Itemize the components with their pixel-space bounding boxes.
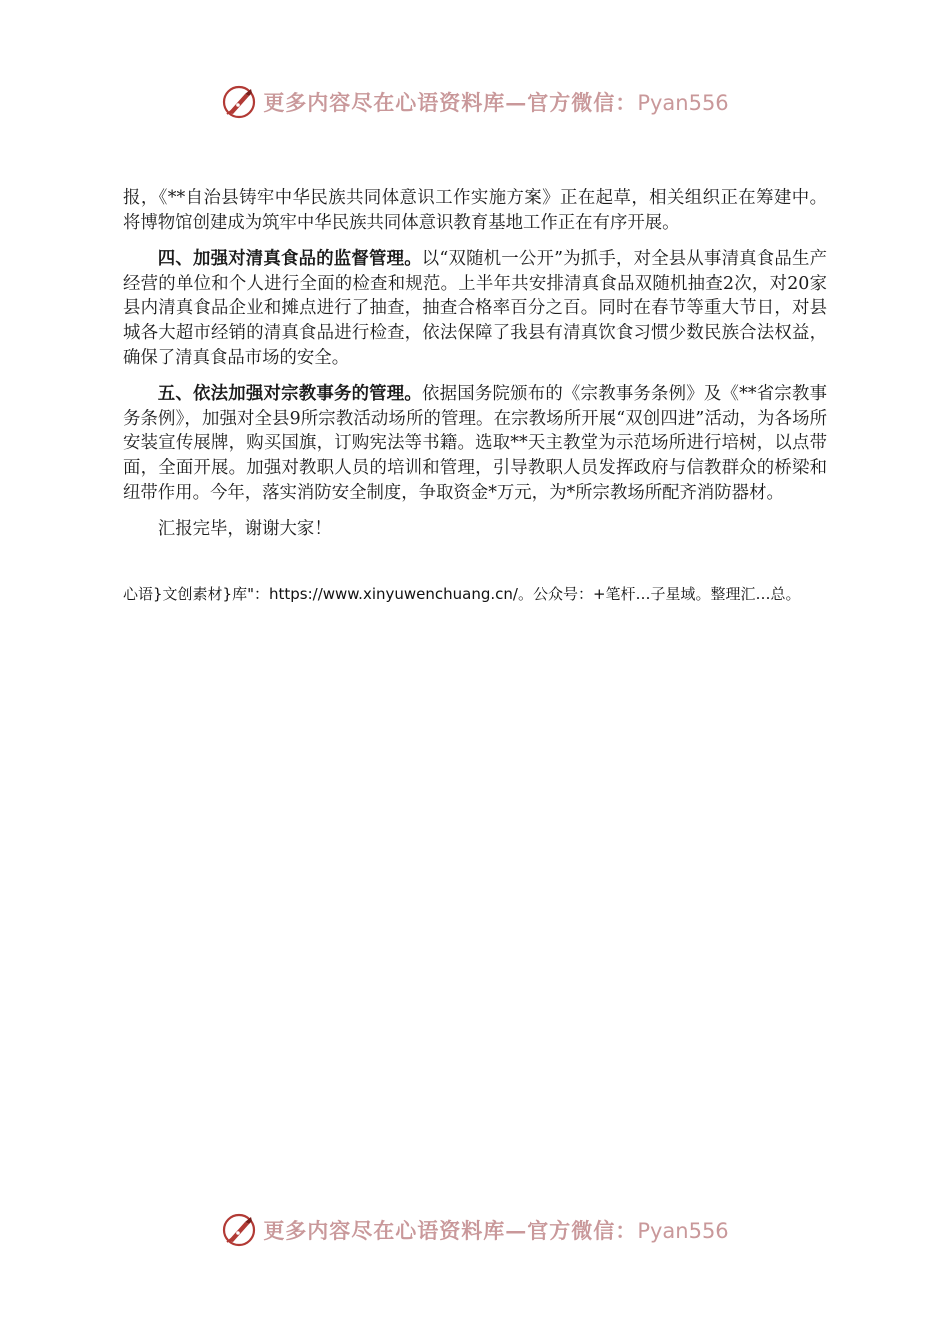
document-body xyxy=(123,186,827,554)
paragraph-religious-affairs xyxy=(123,382,827,505)
section-heading-halal-food: 四、加强对清真食品的监督管理。 xyxy=(157,249,422,270)
pen-nib-logo-icon xyxy=(221,1212,257,1248)
footer-banner-text: 更多内容尽在心语资料库—官方微信：Pyan556 xyxy=(263,1218,729,1243)
header-banner-text: 更多内容尽在心语资料库—官方微信：Pyan556 xyxy=(263,90,729,115)
section-heading-religious-affairs: 五、依法加强对宗教事务的管理。 xyxy=(157,384,423,405)
pen-nib-logo-icon xyxy=(221,84,257,120)
closing-remark: 汇报完毕，谢谢大家！ xyxy=(157,519,332,540)
header-banner-id: Pyan556 xyxy=(637,91,729,115)
header-watermark-banner xyxy=(0,80,950,124)
section-text-religious-affairs: 依据国务院颁布的《宗教事务条例》及《**省宗教事务条例》，加强对全县9所宗教活动场所的管理。在宗教场所开展“双创四进”活动，为各场所安装宣传展牌，购买国旗，订购宪法等书籍。选取**天主教堂为示范场所进行培树，以点带面，全面开展。加强对教职人员的培训和管理，引导教职人员发挥政府与信教群众的桥梁和纽带作用。今年，落实消防安全制度，争取资金*万元，为*所宗教场所配齐消防器材。 xyxy=(123,384,827,503)
footer-watermark-banner xyxy=(0,1208,950,1252)
paragraph-halal-food xyxy=(123,247,827,370)
footer-banner-id: Pyan556 xyxy=(637,1219,729,1243)
paragraph-continuation: 报，《**自治县铸牢中华民族共同体意识工作实施方案》正在起草，相关组织正在筹建中。将博物馆创建成为筑牢中华民族共同体意识教育基地工作正在有序开展。 xyxy=(123,188,827,233)
source-attribution-line: 心语}文创素材}库"：https://www.xinyuwenchuang.cn/。公众号：+笔杆…子星域。整理汇…总。 xyxy=(123,585,801,603)
section-text-halal-food: 以“双随机一公开”为抓手，对全县从事清真食品生产经营的单位和个人进行全面的检查和规范。上半年共安排清真食品双随机抽查2次，对20家县内清真食品企业和摊点进行了抽查，抽查合格率百分之百。同时在春节等重大节日，对县城各大超市经销的清真食品进行检查，依法保障了我县有清真饮食习惯少数民族合法权益，确保了清真食品市场的安全。 xyxy=(123,249,827,368)
